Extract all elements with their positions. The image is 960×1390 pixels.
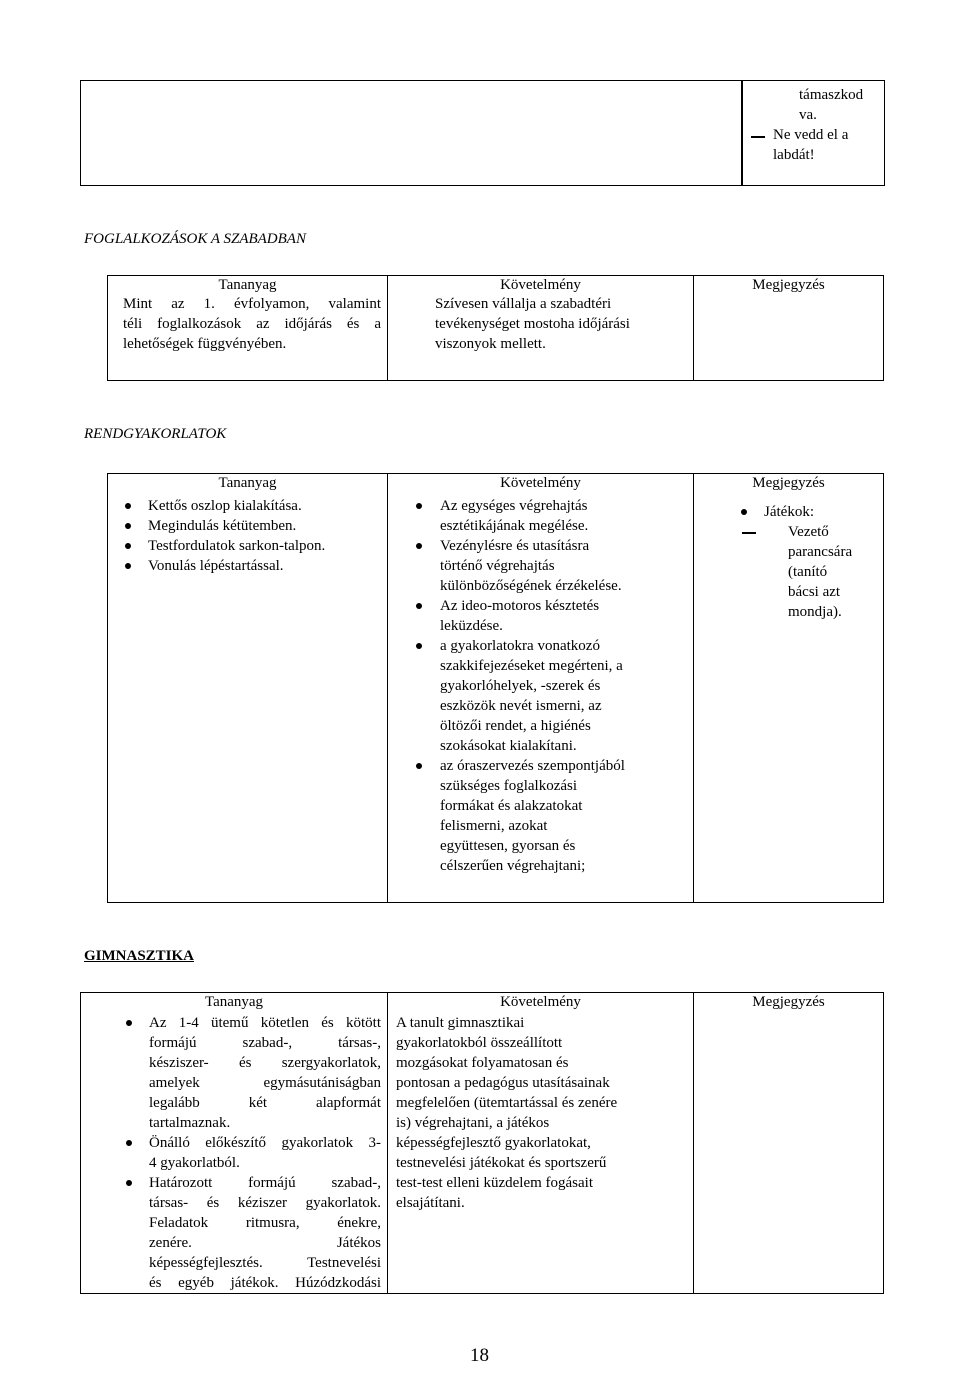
text-line: A tanult gimnasztikai xyxy=(396,1015,525,1031)
cell-kovetelmeny xyxy=(388,294,694,380)
text-line: viszonyok mellett. xyxy=(435,336,546,352)
text-line: téli foglalkozások az időjárás és a xyxy=(123,316,381,332)
continuation-table xyxy=(80,80,885,186)
header-kovetelmeny: Követelmény xyxy=(388,276,694,295)
dash-bullet xyxy=(751,136,765,138)
bullet-icon xyxy=(416,543,422,549)
cell-megjegyzes xyxy=(694,1011,884,1294)
list-item: Vezénylésre és utasításra történő végrehajtás különbözőségének érzékelése. xyxy=(440,536,689,596)
bullet-icon xyxy=(416,603,422,609)
header-tananyag: Tananyag xyxy=(108,474,388,493)
text-line: elsajátítani. xyxy=(396,1195,465,1211)
text-line: Mint az 1. évfolyamon, valamint xyxy=(123,296,381,312)
text-line: tevékenységet mostoha időjárási xyxy=(435,316,630,332)
bullet-icon xyxy=(416,503,422,509)
list-item: Az egységes végrehajtás esztétikájának megélése. xyxy=(440,496,689,536)
bullet-icon xyxy=(125,563,131,569)
text-line: pontosan a pedagógus utasításainak xyxy=(396,1075,610,1091)
cell-kovetelmeny xyxy=(388,1011,694,1294)
header-tananyag: Tananyag xyxy=(108,276,388,295)
header-kovetelmeny: Követelmény xyxy=(388,993,694,1012)
list-item: Kettős oszlop kialakítása. xyxy=(148,496,383,516)
text-line: is) végrehajtani, a játékos xyxy=(396,1115,550,1131)
continuation-dash-line: labdát! xyxy=(773,147,815,163)
table-gimnasztika xyxy=(80,992,884,1294)
list-item: Megindulás kétütemben. xyxy=(148,516,383,536)
tananyag-list xyxy=(148,496,383,576)
continuation-dash-line: Ne vedd el a xyxy=(773,127,849,143)
header-megjegyzes: Megjegyzés xyxy=(694,276,884,295)
header-megjegyzes: Megjegyzés xyxy=(694,474,884,493)
bullet-icon xyxy=(416,763,422,769)
list-item: Vonulás lépéstartással. xyxy=(148,556,383,576)
header-tananyag: Tananyag xyxy=(81,993,388,1012)
continuation-dash-item xyxy=(773,125,873,165)
text-line: gyakorlatokból összeállított xyxy=(396,1035,563,1051)
cell-megjegyzes xyxy=(694,492,884,902)
bullet-icon xyxy=(416,643,422,649)
list-item: Határozott formájú szabad-, társas- és kéziszer gyakorlatok. Feladatok ritmusra, énekre, zenére. Játékos képességfejlesztés. Testnevelési és egyéb játékok. Húzódzkodási xyxy=(149,1173,381,1293)
list-item: Az 1-4 ütemű kötetlen és kötött formájú szabad-, társas-, késziszer- és szergyakorlatok, amelyek egymásutániságban legalább két alapformát tartalmaznak. xyxy=(149,1013,381,1133)
bullet-icon xyxy=(126,1180,132,1186)
bullet-icon xyxy=(126,1020,132,1026)
bullet-icon xyxy=(741,509,747,515)
text-line: Szívesen vállalja a szabadtéri xyxy=(435,296,612,312)
cell-tananyag xyxy=(81,1011,388,1294)
cell-kovetelmeny xyxy=(388,492,694,902)
table-rendgyakorlatok xyxy=(107,473,884,903)
section-title-rendgyakorlatok: RENDGYAKORLATOK xyxy=(84,426,227,442)
section-title-szabadban: FOGLALKOZÁSOK A SZABADBAN xyxy=(84,231,306,247)
page-number: 18 xyxy=(470,1345,489,1366)
tananyag-list xyxy=(149,1013,381,1293)
text-line: mozgásokat folyamatosan és xyxy=(396,1055,569,1071)
list-item: az óraszervezés szempontjából szükséges foglalkozási formákat és alakzatokat felismerni, azokat együttesen, gyorsan és célszerűen végrehajtani; xyxy=(440,756,689,876)
continuation-column-divider xyxy=(741,81,743,185)
kovetelmeny-list xyxy=(440,496,689,876)
text-line: testnevelési játékokat és sportszerű xyxy=(396,1155,607,1171)
table-szabadban xyxy=(107,275,884,381)
cell-megjegyzes xyxy=(694,294,884,380)
continuation-text xyxy=(799,85,879,125)
list-item: Testfordulatok sarkon-talpon. xyxy=(148,536,383,556)
list-item: Az ideo-motoros késztetés leküzdése. xyxy=(440,596,689,636)
bullet-icon xyxy=(125,523,131,529)
bullet-icon xyxy=(125,503,131,509)
bullet-icon xyxy=(126,1140,132,1146)
list-item: Önálló előkészítő gyakorlatok 3- 4 gyakorlatból. xyxy=(149,1133,381,1173)
header-kovetelmeny: Követelmény xyxy=(388,474,694,493)
continuation-line: va. xyxy=(799,107,817,123)
dash-bullet xyxy=(742,532,756,534)
continuation-line: támaszkod xyxy=(799,87,864,103)
cell-tananyag xyxy=(108,294,388,380)
bullet-icon xyxy=(125,543,131,549)
text-line: képességfejlesztő gyakorlatokat, xyxy=(396,1135,591,1151)
list-item: a gyakorlatokra vonatkozó szakkifejezéseket megérteni, a gyakorlóhelyek, -szerek és eszközök nevét ismerni, az öltözői rendet, a higiénés szokásokat kialakítani. xyxy=(440,636,689,756)
section-title-gimnasztika: GIMNASZTIKA xyxy=(84,948,195,964)
jatekok-item: Játékok: xyxy=(764,502,879,522)
text-line: megfelelően (ütemtartással és zenére xyxy=(396,1095,618,1111)
header-megjegyzes: Megjegyzés xyxy=(694,993,884,1012)
jatekok-dash-item: Vezető parancsára (tanító bácsi azt mondja). xyxy=(764,522,879,622)
text-line: lehetőségek függvényében. xyxy=(123,336,287,352)
text-line: test-test elleni küzdelem fogásait xyxy=(396,1175,594,1191)
cell-tananyag xyxy=(108,492,388,902)
